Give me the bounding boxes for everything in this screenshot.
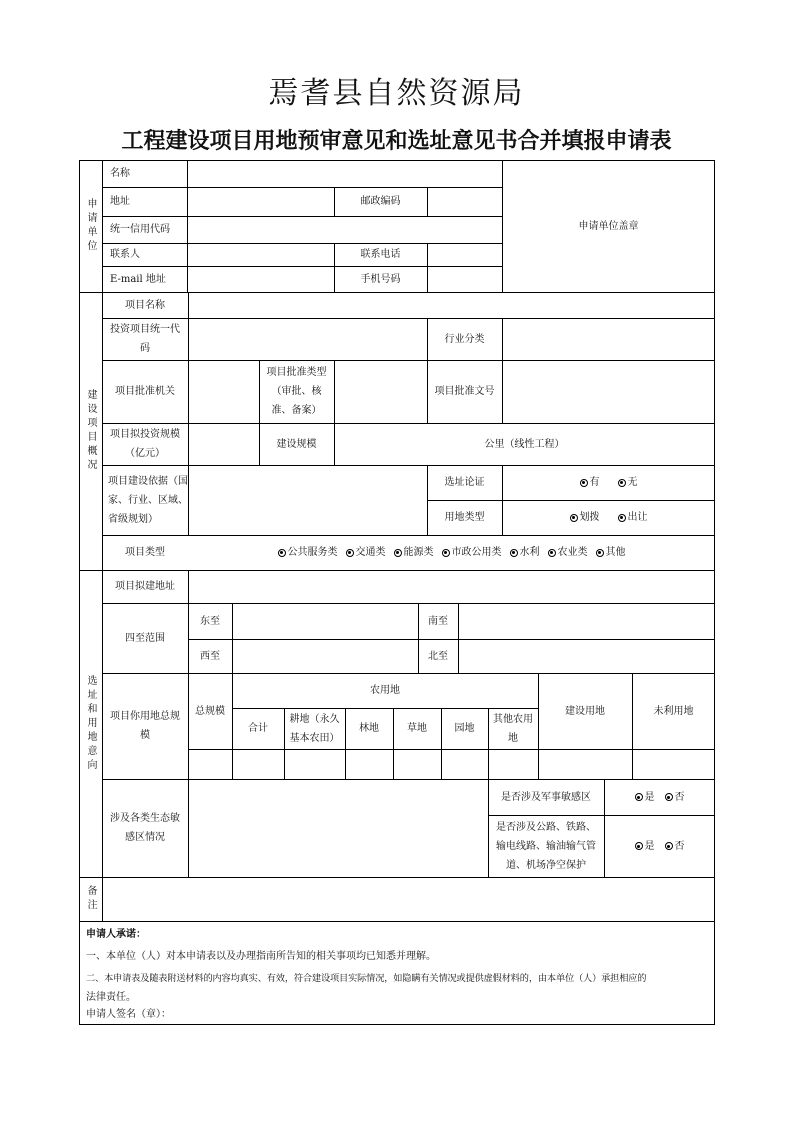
approval-org-field[interactable] (189, 361, 258, 422)
phone-field[interactable] (428, 244, 501, 265)
label-west: 西至 (200, 650, 220, 662)
label-garden: 园地 (454, 723, 475, 734)
label-unused-land: 未利用地 (653, 705, 694, 717)
radio-military-yes[interactable]: 是 (635, 788, 655, 807)
invest-code-field[interactable] (189, 319, 426, 359)
radio-icon (635, 793, 643, 801)
mobile-field[interactable] (428, 267, 501, 291)
label-arable: 耕地（永久基本农田） (289, 713, 340, 744)
label-site-location: 项目拟建地址 (115, 581, 175, 592)
radio-icon (442, 549, 450, 557)
promise-heading: 申请人承诺： (86, 929, 146, 940)
label-bounds: 四至范围 (125, 632, 165, 644)
contact-field[interactable] (188, 244, 333, 265)
label-grass: 草地 (407, 723, 427, 734)
label-land-type: 用地类型 (444, 512, 485, 523)
label-approval-type: 项目批准类型（审批、核准、备案） (266, 367, 327, 416)
clearance-options (604, 815, 715, 877)
radio-icon (394, 549, 402, 557)
label-land-total: 项目你用地总规模 (110, 711, 180, 741)
radio-icon (618, 479, 626, 487)
radio-icon (346, 549, 354, 557)
radio-icon (278, 549, 286, 557)
section-applicant: 申请单位 (85, 198, 96, 254)
industry-field[interactable] (503, 319, 714, 359)
radio-icon (618, 514, 626, 522)
name-field[interactable] (188, 161, 501, 186)
label-farmland: 农用地 (370, 685, 400, 696)
label-mobile: 手机号码 (360, 273, 401, 285)
label-subtotal: 合计 (248, 723, 268, 734)
radio-icon (510, 549, 518, 557)
label-eco-sensitive: 涉及各类生态敏感区情况 (110, 813, 180, 843)
radio-icon (548, 549, 556, 557)
radio-type-transport[interactable]: 交通类 (346, 543, 386, 562)
label-km-unit: 公里（线性工程） (484, 438, 565, 450)
south-field[interactable] (459, 604, 714, 638)
label-north: 北至 (428, 650, 448, 662)
remarks-field[interactable] (103, 878, 714, 920)
label-invest-code: 投资项目统一代码 (110, 324, 180, 354)
label-site-demo: 选址论证 (444, 477, 485, 488)
promise-line-2: 二、本申请表及随表附送材料的内容均真实、有效，符合建设项目实际情况，如隐瞒有关情况或提供虚假材料的，由本单位（人）承担相应的 (86, 973, 647, 984)
project-type-options (188, 535, 715, 570)
invest-scale-field[interactable] (189, 424, 258, 464)
west-field[interactable] (233, 640, 417, 672)
label-address: 地址 (110, 196, 130, 207)
label-approval-doc: 项目批准文号 (434, 386, 495, 397)
label-project-type: 项目类型 (125, 547, 165, 558)
label-military: 是否涉及军事敏感区 (501, 791, 591, 803)
label-project-name: 项目名称 (125, 299, 165, 311)
label-east: 东至 (200, 615, 220, 627)
military-options (604, 779, 715, 815)
label-build-scale: 建设规模 (276, 438, 317, 450)
address-field[interactable] (188, 188, 333, 215)
radio-site-demo-no[interactable]: 无 (618, 473, 638, 492)
radio-type-energy[interactable]: 能源类 (394, 543, 434, 562)
land-type-options (502, 500, 715, 535)
section-site: 选址和用地意向 (85, 674, 96, 773)
label-build-basis: 项目建设依据（国家、行业、区域、省级规划） (108, 475, 188, 525)
radio-icon (665, 842, 673, 850)
radio-type-agri[interactable]: 农业类 (548, 543, 588, 562)
credit-code-field[interactable] (188, 217, 501, 242)
promise-line-1: 一、本单位（人）对本申请表以及办理指南所告知的相关事项均已知悉并理解。 (86, 951, 436, 962)
label-total-scale: 总规模 (195, 705, 225, 717)
land-scale-values-row[interactable] (189, 750, 714, 778)
label-clearance: 是否涉及公路、铁路、输电线路、输油输气管道、机场净空保护 (496, 821, 596, 871)
signature-field[interactable] (200, 1004, 500, 1024)
label-construction-land: 建设用地 (565, 705, 605, 717)
page-title: 焉耆县自然资源局 (268, 76, 525, 111)
section-remarks: 备注 (85, 885, 96, 913)
form-title: 工程建设项目用地预审意见和选址意见书合并填报申请表 (121, 128, 672, 154)
label-other-farm: 其他农用地 (493, 713, 533, 744)
north-field[interactable] (459, 640, 714, 672)
radio-icon (635, 842, 643, 850)
label-industry: 行业分类 (444, 333, 485, 345)
radio-icon (665, 793, 673, 801)
approval-type-field[interactable] (335, 361, 426, 422)
radio-military-no[interactable]: 否 (665, 788, 685, 807)
label-email: E-mail 地址 (110, 273, 166, 285)
signature-label: 申请人签名（章）： (86, 1009, 171, 1020)
label-credit-code: 统一信用代码 (110, 224, 170, 235)
radio-land-allocation[interactable]: 划拨 (570, 508, 600, 527)
radio-site-demo-yes[interactable]: 有 (580, 473, 600, 492)
radio-type-other[interactable]: 其他 (596, 543, 626, 562)
applicant-seal-area: 申请单位盖章 (578, 220, 639, 232)
label-name: 名称 (110, 168, 130, 179)
email-field[interactable] (188, 267, 333, 291)
radio-type-municipal[interactable]: 市政公用类 (442, 543, 502, 562)
label-forest: 林地 (359, 723, 379, 734)
label-phone: 联系电话 (360, 249, 401, 260)
section-project: 建设项目概况 (85, 389, 96, 473)
label-invest-scale: 项目拟投资规模（亿元） (110, 429, 180, 459)
label-approval-org: 项目批准机关 (115, 386, 175, 397)
radio-icon (570, 514, 578, 522)
label-contact: 联系人 (110, 249, 140, 260)
postcode-field[interactable] (428, 188, 501, 215)
radio-icon (596, 549, 604, 557)
site-demo-options (502, 465, 715, 500)
approval-doc-field[interactable] (503, 361, 714, 422)
radio-type-water[interactable]: 水利 (510, 543, 540, 562)
east-field[interactable] (233, 604, 417, 638)
radio-clearance-yes[interactable]: 是 (635, 837, 655, 856)
radio-land-transfer[interactable]: 出让 (618, 508, 648, 527)
radio-icon (580, 479, 588, 487)
radio-clearance-no[interactable]: 否 (665, 837, 685, 856)
site-location-field[interactable] (189, 571, 714, 602)
label-south: 南至 (428, 615, 448, 627)
eco-sensitive-field[interactable] (189, 780, 487, 876)
label-postcode: 邮政编码 (360, 196, 401, 207)
project-name-field[interactable] (189, 293, 714, 317)
build-basis-field[interactable] (189, 466, 426, 534)
promise-line-2-cont: 法律责任。 (86, 992, 136, 1003)
radio-type-public[interactable]: 公共服务类 (278, 543, 338, 562)
